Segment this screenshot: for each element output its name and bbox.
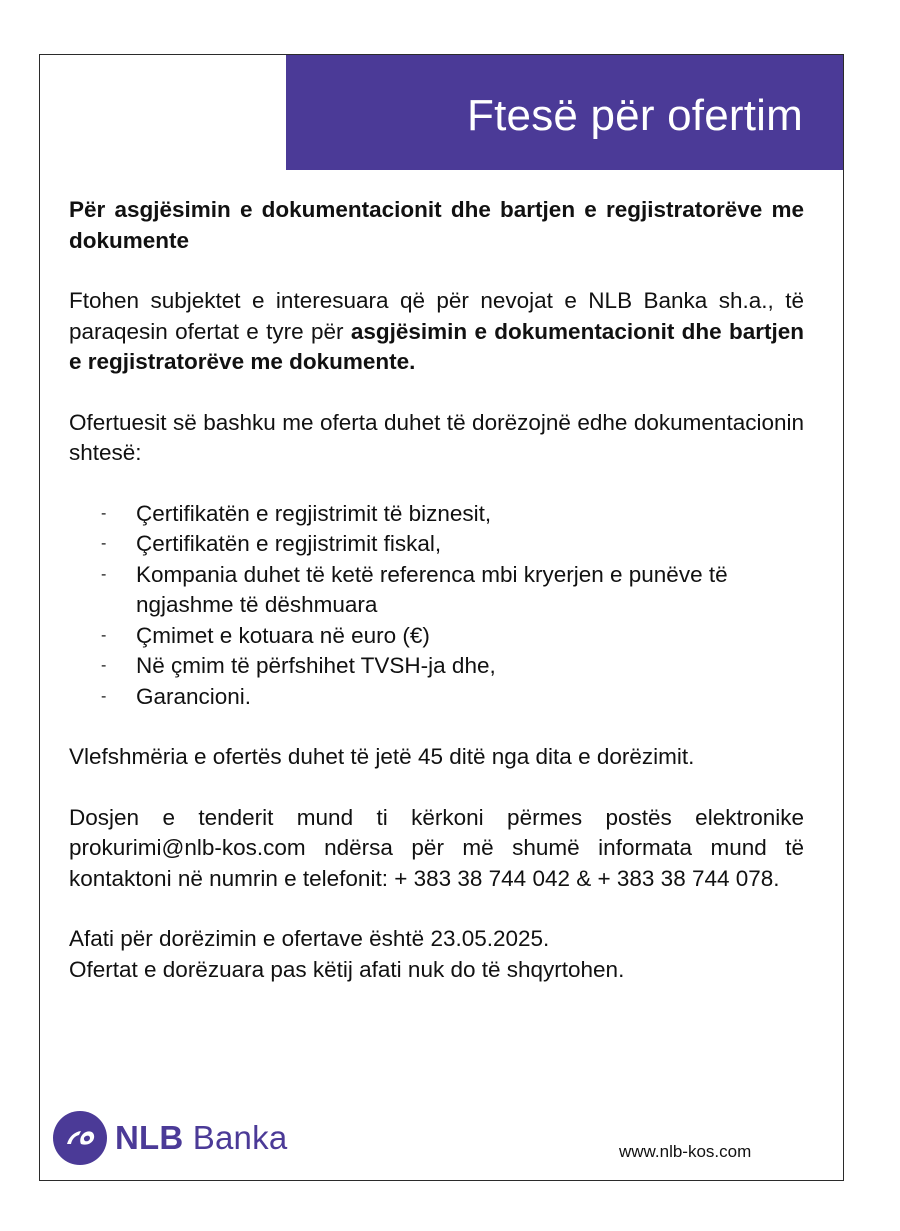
nlb-logo-wordmark: NLB Banka	[115, 1119, 288, 1156]
bullet-dash: -	[101, 687, 107, 705]
bullet-dash: -	[101, 535, 107, 552]
bullet-dash: -	[101, 565, 107, 583]
contact-paragraph: Dosjen e tenderit mund ti kërkoni përmes postës elektronike prokurimi@nlb-kos.com ndërsa për më shumë informata mund të kontaktoni në numrin e telefonit: + 383 38 744 042 & + 383 38 744 078.	[69, 804, 804, 891]
subject-heading: Për asgjësimin e dokumentacionit dhe bartjen e regjistratorëve me dokumente	[69, 197, 804, 253]
deadline-line: Afati për dorëzimin e ofertave është 23.05.2025.	[69, 926, 550, 951]
list-item: - Çertifikatën e regjistrimit të biznesit,	[69, 499, 804, 530]
nlb-logo-icon	[53, 1111, 107, 1165]
page-title: Ftesë për ofertim	[467, 91, 803, 140]
nlb-logo	[53, 1111, 287, 1165]
list-item: - Kompania duhet të ketë referenca mbi kryerjen e punëve të ngjashme të dëshmuara	[101, 561, 728, 617]
bullet-dash: -	[101, 504, 107, 522]
deadline-note: Ofertat e dorëzuara pas këtij afati nuk do të shqyrtohen.	[69, 956, 625, 982]
bullet-dash: -	[101, 657, 107, 674]
intro-paragraph	[69, 286, 804, 378]
document-body	[69, 195, 804, 985]
list-item: - Çertifikatën e regjistrimit fiskal,	[69, 529, 804, 560]
validity-paragraph: Vlefshmëria e ofertës duhet të jetë 45 ditë nga dita e dorëzimit.	[69, 744, 695, 769]
list-item: - Çmimet e kotuara në euro (€)	[69, 621, 804, 652]
title-banner	[286, 55, 843, 170]
requirements-list	[69, 499, 804, 713]
list-item: - Garancioni.	[69, 682, 804, 713]
list-item: - Në çmim të përfshihet TVSH-ja dhe,	[69, 651, 804, 682]
intro-text: Ftohen subjektet e interesuara që për nevojat e NLB Banka sh.a., të paraqesin ofertat e tyre për	[69, 288, 804, 344]
bullet-dash: -	[101, 626, 107, 644]
documents-intro: Ofertuesit së bashku me oferta duhet të dorëzojnë edhe dokumentacionin shtesë:	[69, 409, 804, 465]
intro-bold-text: asgjësimin e dokumentacionit dhe bartjen e regjistratorëve me dokumente.	[69, 318, 805, 374]
website-link[interactable]: www.nlb-kos.com	[619, 1142, 752, 1161]
